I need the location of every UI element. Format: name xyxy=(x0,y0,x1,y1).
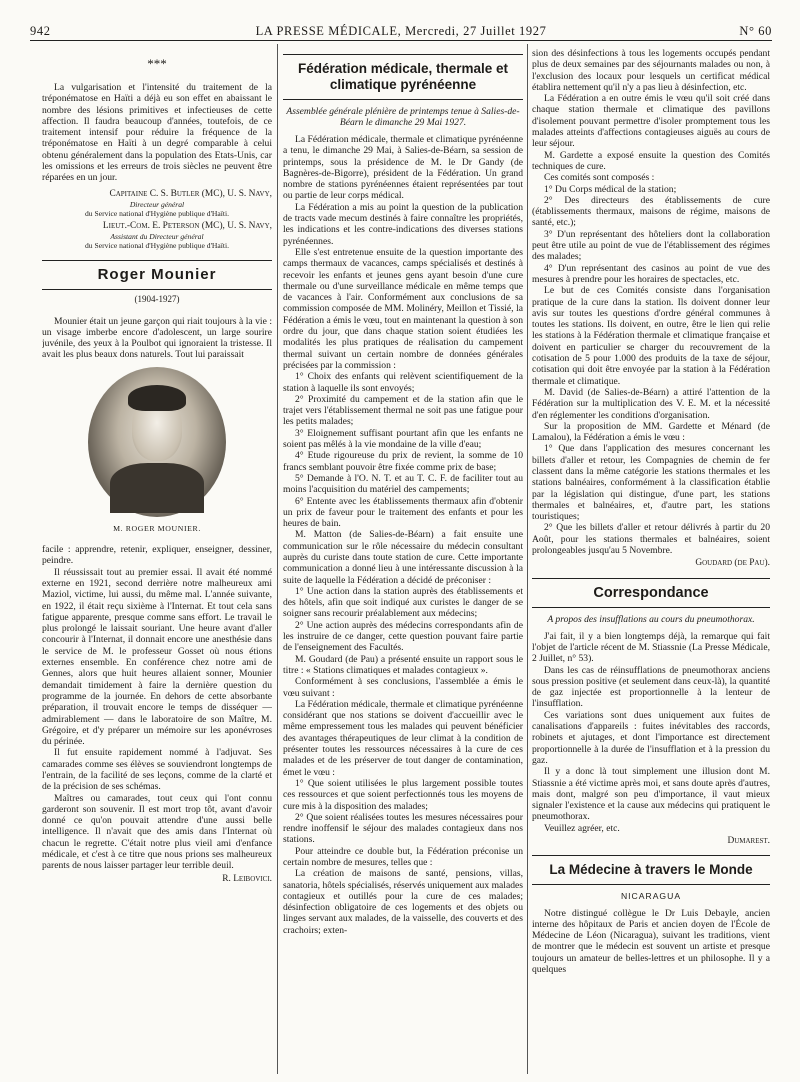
obituary-paragraph: facile : apprendre, retenir, expliquer, enseigner, dessiner, peindre. xyxy=(42,544,272,567)
list-item: 1° Une action dans la station auprès des établissements et des hôtels, afin que soit indiqué aux curistes le danger de se soigner sans recourir préalablement aux médecins; xyxy=(283,585,523,620)
obituary-paragraph: Maîtres ou camarades, tout ceux qui l'ont connu garderont son souvenir. Il est mort trop tôt, avant d'avoir donné ce qu'on pouvait attendre d'une aussi belle intelligence. Il n'avait que des amis dans l'Internat où chacun le regrette. C'était notre plus vieil ami d'enfance médicale, et c'est à ce titre que nous prions ses malheureux parents de nous laisser partager leur terrible deuil. xyxy=(42,792,272,872)
federation-title: Fédération médicale, thermale et climatique pyrénéenne xyxy=(283,54,523,100)
haiti-paragraph: La vulgarisation et l'intensité du traitement de la tréponématose en Haïti a déjà eu son effet en abaissant le nombre des lésions primitives et infectieuses de cette affection. Il faudra beaucoup d'années, toutefois, de ce traitement intensif pour réduire la fréquence de la tréponématose en Haïti à un degré comparable à celui obtenu généralement dans la population des Etats-Unis, car les omissions et les erreurs de trois siècles ne peuvent être réparées en un jour. xyxy=(42,82,272,184)
list-item: 4° D'un représentant des casinos au point de vue des mesures à prendre pour les horaires de spectacles, etc. xyxy=(532,262,770,285)
correspondence-paragraph: J'ai fait, il y a bien longtemps déjà, la remarque qui fait l'objet de l'article récent de M. Stiassnie (La Presse Médicale, 2 Juillet, n° 53). xyxy=(532,630,770,665)
obituary-dates: (1904-1927) xyxy=(134,294,180,305)
federation-signature: Goudard (de Pau). xyxy=(695,558,770,569)
list-item: 1° Que dans l'application des mesures concernant les billets d'aller et retour, les Compagnies de chemin de fer classent dans la même catégorie les stations thermales et les stations balnéaires, conformément à la classification établie par la législation qui distingue, d'une part, les stations thermales et balnéaires, et, d'autre part, les stations touristiques; xyxy=(532,443,770,523)
list-item: 6° Entente avec les établissements thermaux afin d'obtenir un prix de faveur pour le traitement des enfants et pour les heures de bain. xyxy=(283,495,523,530)
federation-paragraph: La Fédération médicale, thermale et climatique pyrénéenne considérant que nos stations se doivent d'accueillir avec le même empressement tous les malades qui peuvent bénéficier des avantages thérapeutiques de leur climat à la condition de présenter toutes les ressources nécessaires à la cure de ces malades et de les préserver de tout danger de contamination, émet le vœu : xyxy=(283,698,523,778)
federation-paragraph: Pour atteindre ce double but, la Fédération préconise un certain nombre de mesures, telles que : xyxy=(283,845,523,868)
signature-name: Lieut.-Com. E. Peterson (MC), U. S. Navy, xyxy=(102,220,272,231)
signature-role: du Service national d'Hygiène publique d'Haïti. xyxy=(84,208,230,218)
photo-caption: M. ROGER MOUNIER. xyxy=(113,523,201,533)
federation-paragraph: M. Gardette a exposé ensuite la question des Comités techniques de cure. xyxy=(532,149,770,172)
obituary-paragraph: Il réussissait tout au premier essai. Il avait été nommé externe en 1921, second derrière notre malheureux ami Maziol, victime, lui aussi, du même mal. L'année suivante, en 1922, il était reçu sixième à l'Internat. Et tout cela sans fatigue apparente, presque comme sans effort. Le travail le plus prolongé le laissait souriant. Une heure avant d'aller concourir à l'Internat, il donnait encore une anesthésie dans le service de M. le professeur Gosset où nous étions externes ensemble. En conférence chez notre ami de Gennes, alors que huit heures allaient sonner, Mounier demandait timidement à faire la dernière question du programme de la journée. En dehors de cette absorbante préparation, il trouvait encore le temps de disséquer — admirablement — dans le laboratoire de son Maître, M. Grégoire, et d'y préparer un mémoire sur les aponévroses du périnée. xyxy=(42,566,272,748)
column-right xyxy=(532,48,770,975)
list-item: 3° Eloignement suffisant pourtant afin que les enfants ne soient pas mêlés à la vie mondaine de la ville d'eau; xyxy=(283,427,523,451)
federation-subhead: Assemblée générale plénière de printemps tenue à Salies-de-Béarn le dimanche 29 Mai 1927. xyxy=(286,106,520,128)
federation-paragraph: M. David (de Salies-de-Béarn) a attiré l'attention de la Fédération sur la multiplication des V. E. M. et la nécessité d'en réglementer les conditions d'organisation. xyxy=(532,386,770,421)
header-rule xyxy=(30,40,772,41)
page-header xyxy=(30,18,772,40)
issue-number: N° 60 xyxy=(739,24,772,38)
list-item: 2° Que les billets d'aller et retour délivrés à partir du 20 Août, pour les stations thermales et balnéaires, soient prolongeables jusqu'au 5 Novembre. xyxy=(532,522,770,557)
list-item: 1° Que soient utilisées le plus largement possible toutes ces ressources et que soient perfectionnés tous les moyens de cure mis à la disposition des malades; xyxy=(283,777,523,812)
signature-role: Assistant du Directeur général xyxy=(110,232,204,242)
correspondence-paragraph: Dans les cas de réinsufflations de pneumothorax anciens sous pression positive (et seulement dans ceux-là), la quantité de gaz injectée est proportionnelle à la lenteur de l'insufflation. xyxy=(532,664,770,710)
correspondence-title: Correspondance xyxy=(532,578,770,608)
federation-paragraph: M. Matton (de Salies-de-Béarn) a fait ensuite une communication sur le rôle nécessaire du médecin consultant auprès du curiste dans toute station de cure. Cette importante communication a donné lieu à une intéressante discussion à la suite de laquelle la Fédération a décidé de préconiser : xyxy=(283,529,523,586)
federation-paragraph: Elle s'est entretenue ensuite de la question importante des camps thermaux de vacances, camps spécialisés et destinés à recevoir les enfants et jeunes gens ayant besoin d'une cure thermale ou d'une surveillance médicale en même temps que de vacances à l'air. Conformément aux conclusions de sa commission composée de MM. Molinéry, Meillon et Tissié, la Fédération a émis le vœu, tout en maintenant la question à son ordre du jour, que dans chaque station soient étudiées les modalités les plus pratiques de réalisation du campement thermal suivant un certain nombre de données générales précisées par la commission : xyxy=(283,246,523,371)
obituary-signature: R. Leibovici. xyxy=(222,873,272,884)
column-middle xyxy=(283,48,523,936)
portrait-coat xyxy=(110,463,204,513)
list-item: 2° Une action auprès des médecins correspondants afin de les instruire de ce danger, cette question pouvant faire partie de l'enseignement des Facultés. xyxy=(283,619,523,654)
portrait-photo xyxy=(88,367,226,517)
federation-paragraph: Conformément à ses conclusions, l'assemblée a émis le vœu suivant : xyxy=(283,676,523,699)
correspondence-paragraph: Il y a donc là tout simplement une illusion dont M. Stiassnie a été victime après moi, et sans doute après d'autres, mais dont, malgré son peu d'importance, il vaut mieux signaler l'existence et la cause aux médecins qui pratiquent le pneumothorax. xyxy=(532,766,770,823)
signature-role: Directeur général xyxy=(129,199,185,209)
correspondence-paragraph: Ces variations sont dues uniquement aux fuites de canalisations d'appareils : fuites inévitables des raccords, robinets et ajutages, et dont l'importance est directement proportionnelle à la durée de l'insufflation et à la pression du gaz. xyxy=(532,709,770,766)
world-title: La Médecine à travers le Monde xyxy=(532,855,770,885)
journal-title: LA PRESSE MÉDICALE, Mercredi, 27 Juillet 1927 xyxy=(255,24,547,38)
list-item: 1° Du Corps médical de la station; xyxy=(544,183,677,195)
list-item: 3° D'un représentant des hôteliers dont la collaboration peut être utile au point de vue de l'établissement des régimes des malades; xyxy=(532,228,770,263)
federation-paragraph: La Fédération a mis au point la question de la publication de tracts vade mecum destinés à faire connaître les propriétés, les indications et les contre-indications des diverses stations pyrénéennes. xyxy=(283,201,523,247)
list-item: 1° Choix des enfants qui relèvent scientifiquement de la station à laquelle ils sont envoyés; xyxy=(283,371,523,394)
correspondence-signature: Dumarest. xyxy=(727,836,770,846)
country-heading: NICARAGUA xyxy=(620,891,682,902)
column-divider xyxy=(277,44,278,1074)
column-left xyxy=(42,48,272,885)
section-stars: *** xyxy=(147,56,167,71)
federation-paragraph: La Fédération a en outre émis le vœu qu'il soit créé dans chaque station thermale et climatique des pavillons d'isolement pouvant permettre d'isoler promptement tous les malades atteints d'affections contagieuses aiguës au cours de leur séjour. xyxy=(532,93,770,150)
list-item: 2° Des directeurs des établissements de cure (établissements thermaux, maisons de régime, maisons de santé, etc.); xyxy=(532,194,770,229)
world-paragraph: Notre distingué collègue le Dr Luis Debayle, ancien interne des hôpitaux de Paris et ancien doyen de l'École de Médecine de Léon (Nicaragua), suivant les traditions, vient de montrer que le médecin est souvent un artiste et presque toujours un amateur de belles-lettres et un philosophe. Il y a quelques xyxy=(532,907,770,976)
signature-name: Capitaine C. S. Butler (MC), U. S. Navy, xyxy=(109,188,272,199)
correspondence-subhead: A propos des insufflations au cours du pneumothorax. xyxy=(547,613,755,625)
list-item: 5° Demande à l'O. N. T. et au T. C. F. de faciliter tout au moins l'acquisition du matériel des campements; xyxy=(283,472,523,496)
federation-paragraph: sion des désinfections à tous les logements occupés pendant plus de deux semaines par des séjournants malades ou non, à l'exclusion des locaux pour lesquels un certificat médical établira nettement qu'il n'y a pas lieu à désinfection, etc. xyxy=(532,48,770,93)
federation-paragraph: La Fédération médicale, thermale et climatique pyrénéenne a tenu, le dimanche 29 Mai, à Salies-de-Béarn, sa session de printemps, sous la présidence de M. le Dr Gandy (de Bagnères-de-Bigorre), président de la Fédération. Un grand nombre de stations pyrénéennes étaient représentées par tout ou partie de leur corps médical. xyxy=(283,134,523,202)
list-item: 2° Proximité du campement et de la station afin que le trajet vers l'établissement thermal ne soit pas une fatigue pour les petits malades; xyxy=(283,393,523,428)
list-item: 2° Que soient réalisées toutes les mesures nécessaires pour rendre inoffensif le séjour des malades contagieux dans nos stations. xyxy=(283,811,523,846)
federation-paragraph: La création de maisons de santé, pensions, villas, sanatoria, hôtels spécialisés, réservés uniquement aux malades contagieux et outillés pour la cure de ces malades; désinfection obligatoire de ces logements et des objets ou linges servant aux malades, de la vaisselle, des couverts et des crachoirs; exten- xyxy=(283,868,523,936)
federation-paragraph: Sur la proposition de MM. Gardette et Ménard (de Lamalou), la Fédération a émis le vœu : xyxy=(532,420,770,444)
signature-role: du Service national d'Hygiène publique d'Haïti. xyxy=(84,241,230,251)
correspondence-paragraph: Veuillez agréer, etc. xyxy=(544,822,620,834)
page-number: 942 xyxy=(30,24,51,38)
federation-paragraph: M. Goudard (de Pau) a présenté ensuite un rapport sous le titre : « Stations climatiques et malades contagieux ». xyxy=(283,653,523,676)
portrait-hair xyxy=(128,385,186,411)
obituary-paragraph: Il fut ensuite rapidement nommé à l'adjuvat. Ses camarades comme ses élèves se souviendront longtemps de l'entrain, de la facilité de ses leçons, comme de la clarté et de la précision de ses schémas. xyxy=(42,747,272,793)
list-item: 4° Etude rigoureuse du prix de revient, la somme de 10 francs semblant pouvoir être fixée comme prix de base; xyxy=(283,450,523,473)
obituary-paragraph: Mounier était un jeune garçon qui riait toujours à la vie : un visage imberbe encore d'adolescent, un large sourire juvénile, des yeux à la Poulbot qui ignoraient la tristesse. Il avait les plus beaux dons naturels. Tout lui paraissait xyxy=(42,315,272,361)
federation-paragraph: Ces comités sont composés : xyxy=(544,172,655,184)
obituary-title: Roger Mounier xyxy=(42,260,272,290)
column-divider xyxy=(527,44,528,1074)
federation-paragraph: Le but de ces Comités consiste dans l'organisation pratique de la cure dans la station. Ils doivent donner leur avis sur toutes les questions d'ordre général communes à toutes les stations. Ils doivent, en outre, être le lien qui relie les stations à la Fédération thermale et climatique française et doivent en particulier se charger du recouvrement de la cotisation de 5 pour 1.000 des produits de la taxe de séjour, cotisation qui doit être envoyée par la station à la Fédération thermale et climatique. xyxy=(532,285,770,387)
